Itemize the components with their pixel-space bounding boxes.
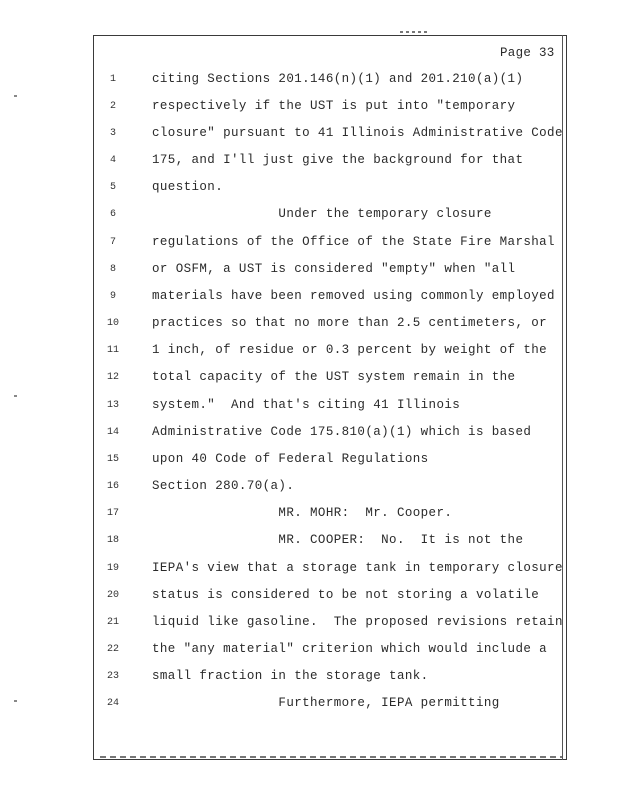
line-number: 15 <box>106 454 119 465</box>
line-text: materials have been removed using commonly employed <box>152 289 555 303</box>
line-text: MR. MOHR: Mr. Cooper. <box>152 506 453 520</box>
line-number: 4 <box>109 155 116 166</box>
line-text: liquid like gasoline. The proposed revisions retain <box>152 615 563 629</box>
line-number: 16 <box>106 481 119 492</box>
line-text: or OSFM, a UST is considered "empty" when "all <box>152 262 516 276</box>
line-text: question. <box>152 180 224 194</box>
line-text: 1 inch, of residue or 0.3 percent by weight of the <box>152 343 548 357</box>
line-number: 14 <box>106 427 119 438</box>
line-text: IEPA's view that a storage tank in temporary closure <box>152 561 563 575</box>
line-number: 1 <box>109 74 116 85</box>
line-number: 8 <box>109 264 116 275</box>
line-number: 13 <box>106 400 119 411</box>
line-number: 22 <box>106 644 119 655</box>
line-text: upon 40 Code of Federal Regulations <box>152 452 429 466</box>
margin-mark <box>14 395 17 397</box>
line-text: status is considered to be not storing a volatile <box>152 588 540 602</box>
line-number: 6 <box>109 209 116 220</box>
margin-mark <box>14 700 17 702</box>
line-text: Section 280.70(a). <box>152 479 295 493</box>
line-text: small fraction in the storage tank. <box>152 669 429 683</box>
line-number: 19 <box>106 563 119 574</box>
line-number: 7 <box>109 237 116 248</box>
line-number: 24 <box>106 698 119 709</box>
margin-mark <box>14 95 17 97</box>
line-text: MR. COOPER: No. It is not the <box>152 533 524 547</box>
line-text: practices so that no more than 2.5 centimeters, or <box>152 316 548 330</box>
frame-right-rule <box>562 35 563 760</box>
line-number: 18 <box>106 535 119 546</box>
line-text: Administrative Code 175.810(a)(1) which is based <box>152 425 532 439</box>
line-text: Furthermore, IEPA permitting <box>152 696 500 710</box>
line-text: regulations of the Office of the State Fire Marshal <box>152 235 555 249</box>
line-number: 11 <box>106 345 119 356</box>
line-text: respectively if the UST is put into "temporary <box>152 99 516 113</box>
line-number: 12 <box>106 372 119 383</box>
line-text: 175, and I'll just give the background for that <box>152 153 524 167</box>
line-number: 20 <box>106 590 119 601</box>
line-number: 17 <box>106 508 119 519</box>
bottom-rule <box>100 756 562 758</box>
line-number: 9 <box>109 291 116 302</box>
line-text: citing Sections 201.146(n)(1) and 201.210(a)(1) <box>152 72 524 86</box>
line-number: 2 <box>109 101 116 112</box>
line-text: system." And that's citing 41 Illinois <box>152 398 461 412</box>
line-number: 23 <box>106 671 119 682</box>
line-number: 5 <box>109 182 116 193</box>
line-text: Under the temporary closure <box>152 207 492 221</box>
line-text: total capacity of the UST system remain in the <box>152 370 516 384</box>
top-scan-mark <box>400 31 430 33</box>
line-text: closure" pursuant to 41 Illinois Administrative Code <box>152 126 563 140</box>
line-number: 3 <box>109 128 116 139</box>
line-number: 10 <box>106 318 119 329</box>
line-number: 21 <box>106 617 119 628</box>
page-number: Page 33 <box>500 46 555 60</box>
line-text: the "any material" criterion which would include a <box>152 642 548 656</box>
